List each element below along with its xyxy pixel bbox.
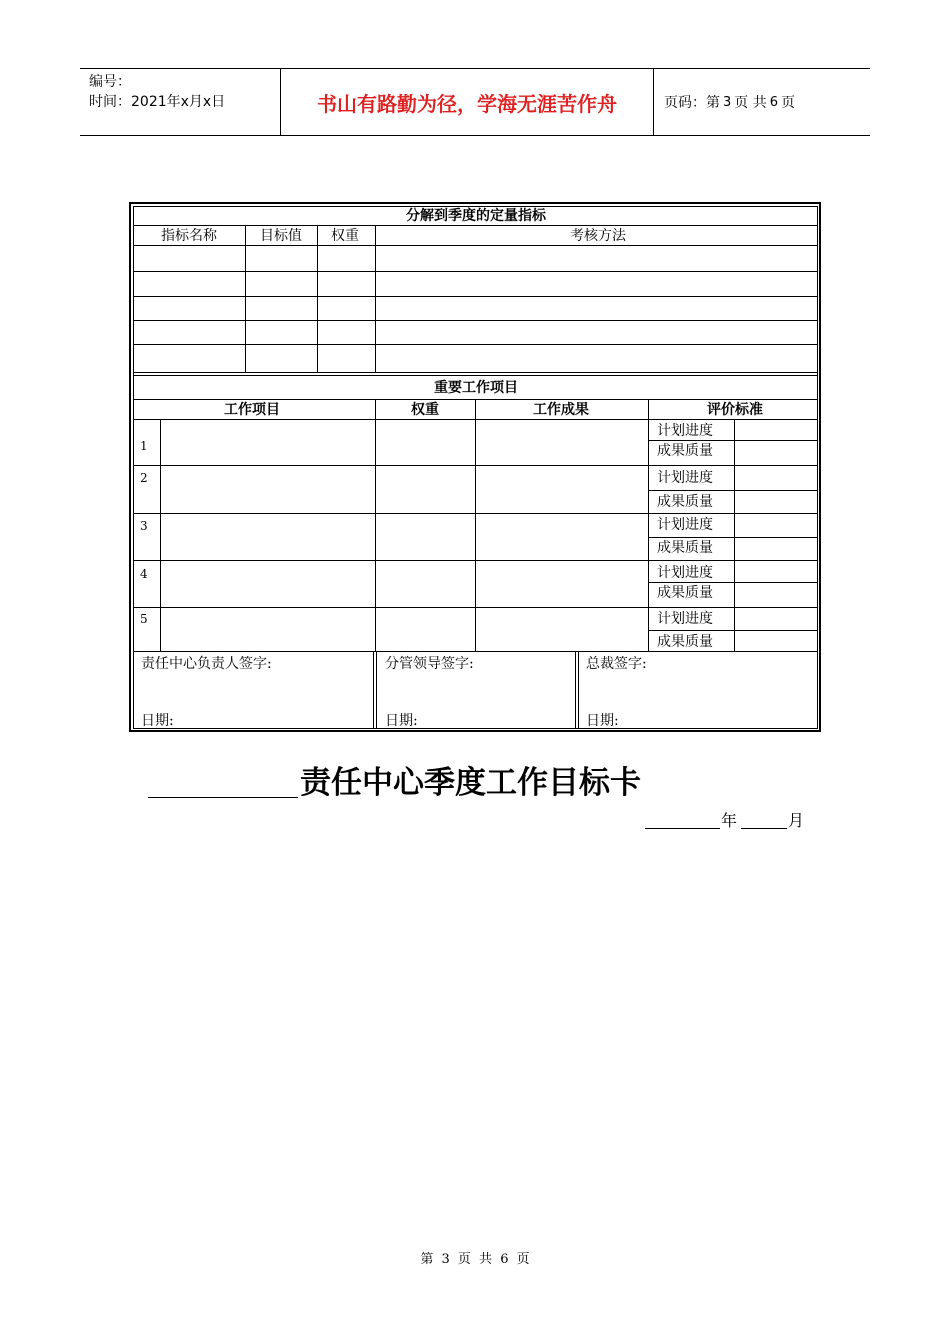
grid-line (134, 375, 817, 376)
month-blank-underline (741, 828, 787, 829)
criteria-progress: 计划进度 (657, 611, 713, 627)
time-label: 时间：2021年x月x日 (89, 94, 226, 110)
page-total: 6 (769, 94, 779, 110)
criteria-quality: 成果质量 (657, 494, 713, 510)
grid-line (734, 420, 735, 651)
row-number: 3 (140, 519, 148, 533)
grid-line (160, 420, 161, 651)
date-label: 日期: (141, 713, 174, 729)
grid-line (648, 400, 649, 651)
grid-line (134, 245, 817, 246)
date-label: 日期: (385, 713, 418, 729)
grid-line (134, 344, 817, 345)
card-title: 责任中心季度工作目标卡 (300, 765, 641, 801)
president-signature-label: 总裁签字: (586, 656, 647, 672)
grid-line (373, 652, 374, 728)
date-label: 日期: (586, 713, 619, 729)
criteria-progress: 计划进度 (657, 565, 713, 581)
grid-line (648, 537, 817, 538)
col-indicator-name: 指标名称 (161, 228, 217, 244)
grid-line (134, 320, 817, 321)
grid-line (134, 651, 817, 652)
grid-line (134, 296, 817, 297)
criteria-progress: 计划进度 (657, 517, 713, 533)
serial-label: 编号： (89, 74, 131, 90)
grid-line (475, 400, 476, 651)
grid-line (376, 652, 377, 728)
page-footer: 第 3 页 共 6 页 (420, 1252, 530, 1267)
grid-line (375, 400, 376, 651)
grid-line (648, 440, 817, 441)
grid-line (578, 652, 579, 728)
row-number: 1 (140, 439, 148, 453)
col-evaluation-criteria: 评价标准 (707, 402, 763, 418)
col-target-value: 目标值 (260, 228, 302, 244)
grid-line (317, 226, 318, 372)
page-number: 3 (723, 94, 732, 110)
grid-line (648, 630, 817, 631)
col-work-weight: 权重 (411, 402, 439, 418)
criteria-quality: 成果质量 (657, 634, 713, 650)
grid-line (375, 226, 376, 372)
grid-line (575, 652, 576, 728)
center-head-signature-label: 责任中心负责人签字: (141, 656, 272, 672)
grid-line (648, 490, 817, 491)
page-suffix: 页 (781, 95, 796, 111)
row-number: 2 (140, 471, 148, 485)
grid-line (648, 582, 817, 583)
header-meta (80, 69, 281, 135)
criteria-quality: 成果质量 (657, 443, 713, 459)
criteria-quality: 成果质量 (657, 540, 713, 556)
leader-signature-label: 分管领导签字: (385, 656, 474, 672)
grid-line (134, 225, 817, 226)
year-blank-underline (645, 828, 720, 829)
quant-section-title: 分解到季度的定量指标 (406, 208, 546, 224)
month-label: 月 (788, 811, 805, 830)
col-assessment-method: 考核方法 (570, 228, 626, 244)
criteria-quality: 成果质量 (657, 585, 713, 601)
target-card-form (129, 202, 821, 732)
page-mid: 页 共 (734, 95, 767, 111)
col-quant-weight: 权重 (331, 228, 359, 244)
title-blank-underline (148, 797, 298, 798)
grid-line (245, 226, 246, 372)
criteria-progress: 计划进度 (657, 423, 713, 439)
year-label: 年 (721, 811, 738, 830)
header-page-info (654, 69, 870, 135)
grid-line (134, 372, 817, 373)
page-prefix: 页码：第 (664, 95, 720, 111)
criteria-progress: 计划进度 (657, 470, 713, 486)
header-motto: 书山有路勤为径，学海无涯苦作舟 (281, 69, 654, 135)
grid-line (134, 271, 817, 272)
col-work-item: 工作项目 (224, 402, 280, 418)
row-number: 4 (140, 567, 148, 581)
work-section-title: 重要工作项目 (434, 380, 518, 396)
row-number: 5 (140, 612, 148, 626)
page-header (80, 68, 870, 136)
col-work-result: 工作成果 (533, 402, 589, 418)
